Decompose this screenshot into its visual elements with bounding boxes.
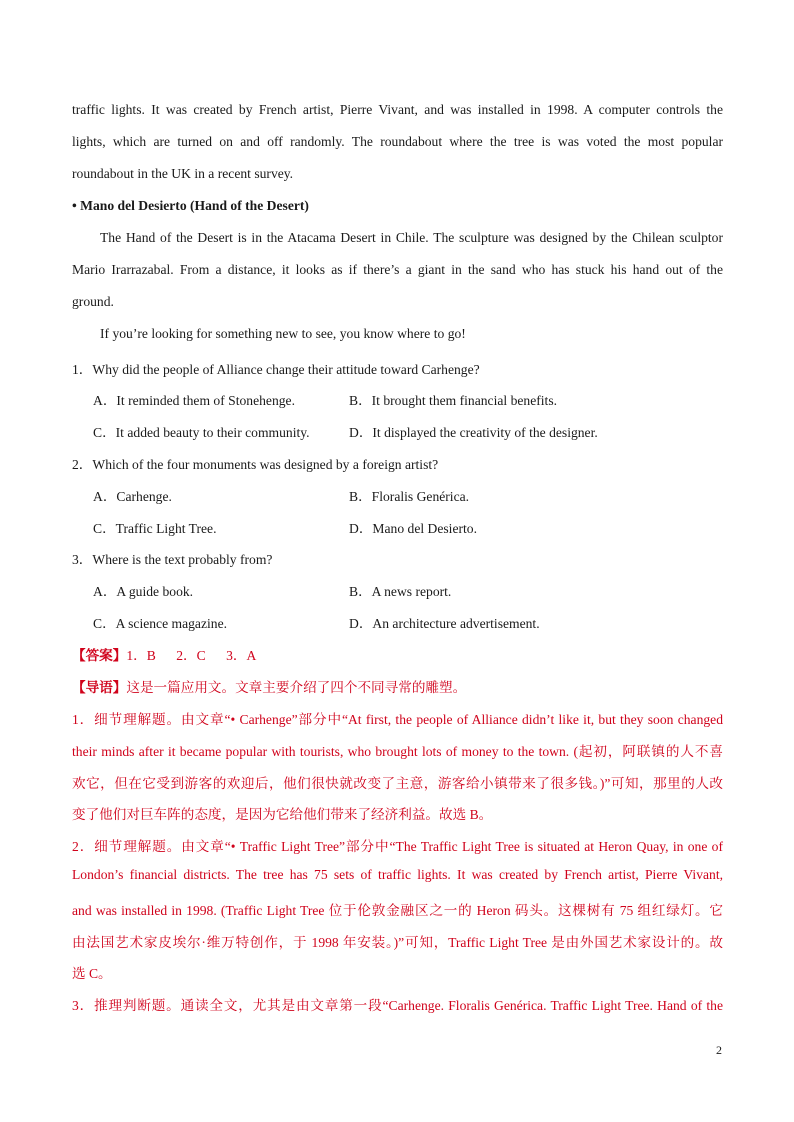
- answer-label: 【答案】: [72, 648, 127, 663]
- question-option: A．A guide book.: [93, 584, 194, 599]
- explanation-line: their minds after it became popular with tourists, who brought lots of money to the town. (起初，阿联镇的人不喜: [72, 744, 723, 759]
- question-stem: 1．Why did the people of Alliance change their attitude toward Carhenge?: [72, 362, 480, 377]
- passage-line: ground.: [72, 294, 114, 309]
- question-stem: 3．Where is the text probably from?: [72, 552, 273, 567]
- question-option: B．Floralis Genérica.: [349, 489, 470, 504]
- question-option: C．A science magazine.: [93, 616, 227, 631]
- explanation-line: 3．推理判断题。通读全文，尤其是由文章第一段“Carhenge. Floralis Genérica. Traffic Light Tree. Hand of the: [72, 998, 723, 1013]
- section-heading: • Mano del Desierto (Hand of the Desert): [72, 198, 309, 213]
- passage-line: traffic lights. It was created by French artist, Pierre Vivant, and was installed in 1998. A computer controls the: [72, 102, 723, 117]
- explanation-line: 由法国艺术家皮埃尔·维万特创作，于 1998 年安装。)”可知，Traffic Light Tree 是由外国艺术家设计的。故: [72, 935, 723, 950]
- guide-text: 这是一篇应用文。文章主要介绍了四个不同寻常的雕塑。: [126, 680, 467, 695]
- explanation-line: 选 C。: [72, 966, 112, 981]
- explanation-line: 变了他们对巨车阵的态度，是因为它给他们带来了经济利益。故选 B。: [72, 807, 493, 822]
- passage-line: Mario Irarrazabal. From a distance, it looks as if there’s a giant in the sand who has stuck his hand out of the: [72, 262, 723, 277]
- passage-line: lights, which are turned on and off randomly. The roundabout where the tree is was voted the most popular: [72, 134, 723, 149]
- answer-key: [72, 644, 723, 664]
- explanation-line: 1．细节理解题。由文章“• Carhenge”部分中“At first, the people of Alliance didn’t like it, but they soon changed: [72, 712, 723, 727]
- explanation-line: 欢它，但在它受到游客的欢迎后，他们很快就改变了主意，游客给小镇带来了很多钱。)”可知，那里的人改: [72, 776, 723, 791]
- question-option: B．A news report.: [349, 584, 452, 599]
- explanation-line: 2．细节理解题。由文章“• Traffic Light Tree”部分中“The Traffic Light Tree is situated at Heron Quay, in one of: [72, 839, 723, 854]
- question-option: C．Traffic Light Tree.: [93, 521, 217, 536]
- guide-label: 【导语】: [72, 680, 127, 695]
- passage-line: roundabout in the UK in a recent survey.: [72, 166, 294, 181]
- question-option: B．It brought them financial benefits.: [349, 393, 558, 408]
- answer-text: 1．B 2．C 3．A: [126, 648, 257, 663]
- question-option: D．Mano del Desierto.: [349, 521, 477, 536]
- passage-line: The Hand of the Desert is in the Atacama Desert in Chile. The sculpture was designed by the Chilean sculptor: [100, 230, 723, 245]
- question-option: D．It displayed the creativity of the designer.: [349, 425, 598, 440]
- passage-closing: If you’re looking for something new to see, you know where to go!: [100, 326, 466, 341]
- guide-line: [72, 676, 723, 696]
- explanation-line: London’s financial districts. The tree has 75 sets of traffic lights. It was created by French artist, Pierre Vivant,: [72, 867, 723, 882]
- question-option: A．Carhenge.: [93, 489, 172, 504]
- page-number: 2: [716, 1043, 722, 1057]
- question-option: D．An architecture advertisement.: [349, 616, 540, 631]
- explanation-line: and was installed in 1998. (Traffic Light Tree 位于伦敦金融区之一的 Heron 码头。这棵树有 75 组红绿灯。它: [72, 903, 723, 918]
- question-option: A．It reminded them of Stonehenge.: [93, 393, 295, 408]
- question-option: C．It added beauty to their community.: [93, 425, 310, 440]
- question-stem: 2．Which of the four monuments was designed by a foreign artist?: [72, 457, 439, 472]
